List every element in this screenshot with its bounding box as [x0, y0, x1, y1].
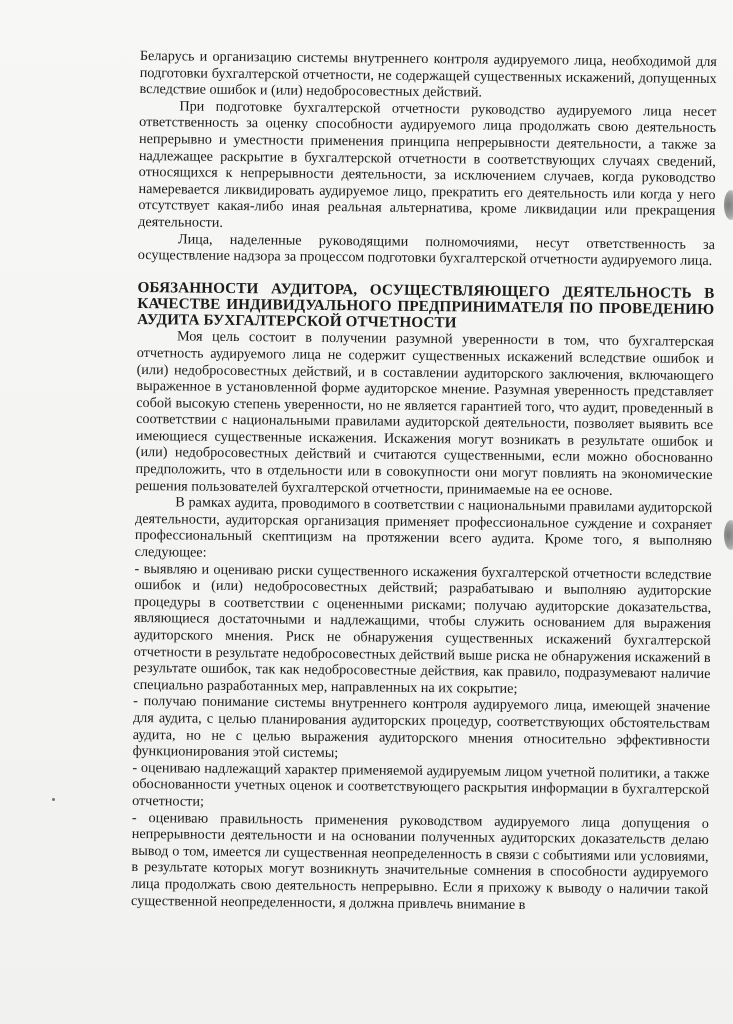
list-item-internal-control: - получаю понимание системы внутреннего контроля аудируемого лица, имеющей значение для аудита, с целью планирования аудиторских процедур, соответствующих обстоятельствам аудита, но не с целью выражения аудиторского мнения относительно эффективности функционирования этой системы;: [132, 693, 711, 762]
paragraph-management-responsibility: При подготовке бухгалтерской отчетности руководство аудируемого лица несет ответственность за оценку способности аудируемого лица продолжать свою деятельность непрерывно и уместности применения принципа непрерывности деятельности, а также за надлежащее раскрытие в бухгалтерской отчетности в соответствующих случаях сведений, относящихся к непрерывности деятельности, за исключением случаев, когда руководство намеревается ликвидировать аудируемое лицо, прекратить его деятельность или когда у него отсутствует какая-либо иная реальная альтернатива, кроме ликвидации или прекращения деятельности.: [138, 98, 717, 231]
paragraph-scope: В рамках аудита, проводимого в соответствии с национальными правилами аудиторской деятельности, аудиторская организация применяет профессиональное суждение и сохраняет профессиональный скептицизм на протяжении всего аудита. Кроме того, я выполняю следующее:: [134, 494, 713, 561]
list-item-risks: - выявляю и оцениваю риски существенного искажения бухгалтерской отчетности вследствие ошибок и (или) недобросовестных действий; разрабатываю и выполняю аудиторские процедуры в соответствии с оцененными рисками; получаю аудиторские доказательства, являющиеся достаточными и надлежащими, чтобы служить основанием для выражения аудиторского мнения. Риск не обнаружения существенных искажений бухгалтерской отчетности в результате недобросовестных действий выше риска не обнаружения искажений в результате ошибок, так как недобросовестные действия, как правило, подразумевают наличие специально разработанных мер, направленных на их сокрытие;: [133, 560, 712, 697]
paragraph-governance: Лица, наделенные руководящими полномочиями, несут ответственность за осуществление надзора за процессом подготовки бухгалтерской отчетности аудируемого лица.: [137, 230, 716, 270]
punch-hole-mark: [724, 520, 733, 550]
document-body: [131, 48, 717, 915]
list-item-accounting-policy: - оцениваю надлежащий характер применяемой аудируемым лицом учетной политики, а также обоснованности учетных оценок и соответствующего раскрытия информации в бухгалтерской отчетности;: [132, 759, 710, 810]
section-heading: ОБЯЗАННОСТИ АУДИТОРА, ОСУЩЕСТВЛЯЮЩЕГО ДЕЯТЕЛЬНОСТЬ В КАЧЕСТВЕ ИНДИВИДУАЛЬНОГО ПРЕДПРИНИМАТЕЛЯ ПО ПРОВЕДЕНИЮ АУДИТА БУХГАЛТЕРСКОЙ ОТЧЕТНОСТИ: [137, 278, 715, 332]
scan-speck: [52, 798, 55, 801]
punch-hole-mark: [724, 190, 733, 220]
paragraph-objective: Моя цель состоит в получении разумной уверенности в том, что бухгалтерская отчетность аудируемого лица не содержит существенных искажений вследствие ошибок и (или) недобросовестных действий, и в составлении аудиторского заключения, включающего выраженное в установленной форме аудиторское мнение. Разумная уверенность представляет собой высокую степень уверенности, но не является гарантией того, что аудит, проведенный в соответствии с национальными правилами аудиторской деятельности, позволяет выявить все имеющиеся существенные искажения. Искажения могут возникать в результате ошибок и (или) недобросовестных действий и считаются существенными, если можно обоснованно предположить, что в отдельности или в совокупности они могут повлиять на экономические решения пользователей бухгалтерской отчетности, принимаемые на ее основе.: [135, 328, 715, 499]
paragraph-intro-continued: Беларусь и организацию системы внутреннего контроля аудируемого лица, необходимой для подготовки бухгалтерской отчетности, не содержащей существенных искажений, допущенных вследствие ошибок и (или) недобросовестных действий.: [139, 48, 717, 101]
list-item-going-concern: - оцениваю правильность применения руководством аудируемого лица допущения о непрерывности деятельности и на основании полученных аудиторских доказательств делаю вывод о том, имеется ли существенная неопределенность в связи с событиями или условиями, в результате которых могут возникнуть значительные сомнения в способности аудируемого лица продолжать свою деятельность непрерывно. Если я прихожу к выводу о наличии такой существенной неопределенности, я должна привлечь внимание в: [130, 809, 709, 913]
